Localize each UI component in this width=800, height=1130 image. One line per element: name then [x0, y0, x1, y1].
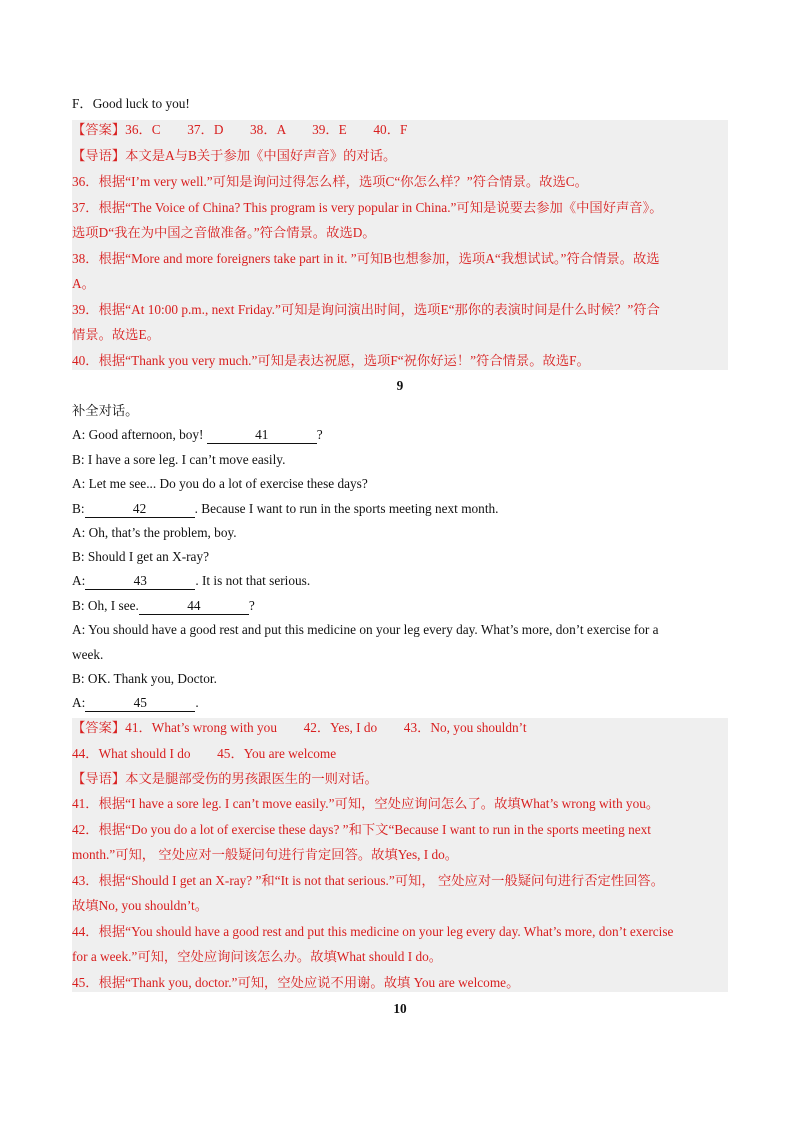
- answer-line: 【答案】36．C 37．D 38．A 39．E 40．F: [72, 122, 408, 137]
- blank-43[interactable]: 43: [85, 573, 195, 590]
- explanation-37b: 选项D“我在为中国之音做准备。”符合情景。故选D。: [72, 225, 376, 240]
- dialogue-line-9b: week.: [72, 647, 104, 662]
- page-number: 10: [393, 1001, 407, 1016]
- answer-line-2: 44．What should I do 45．You are welcome: [72, 746, 337, 761]
- dialogue-line-1: [72, 425, 728, 445]
- dialogue-text: A:: [72, 573, 86, 588]
- explanation-42b: month.”可知， 空处应对一般疑问句进行肯定回答。故填Yes, I do。: [72, 847, 459, 862]
- guide-line: 【导语】本文是A与B关于参加《中国好声音》的对话。: [72, 148, 397, 163]
- answer-line-1: 【答案】41．What’s wrong with you 42．Yes, I do 43．No, you shouldn’t: [72, 720, 527, 735]
- explanation-43a: 43．根据“Should I get an X-ray? ”和“It is not that serious.”可知， 空处应对一般疑问句进行否定性回答。: [72, 873, 665, 888]
- explanation-45: 45．根据“Thank you, doctor.”可知，空处应说不用谢。故填 You are welcome。: [72, 975, 520, 990]
- dialogue-text: .: [195, 695, 199, 710]
- explanation-41: 41．根据“I have a sore leg. I can’t move easily.”可知，空处应询问怎么了。故填What’s wrong with you。: [72, 796, 660, 811]
- instruction: 补全对话。: [72, 403, 139, 418]
- dialogue-line-9a: A: You should have a good rest and put this medicine on your leg every day. What’s more, don’t exercise for a: [72, 622, 659, 637]
- explanation-39b: 情景。故选E。: [72, 327, 160, 342]
- dialogue-line-4: [72, 499, 728, 519]
- dialogue-text: . It is not that serious.: [195, 573, 311, 588]
- explanation-44a: 44．根据“You should have a good rest and put this medicine on your leg every day. What’s more, don’t exercise: [72, 924, 674, 939]
- dialogue-text: ?: [316, 427, 323, 442]
- dialogue-line-5: A: Oh, that’s the problem, boy.: [72, 525, 237, 540]
- explanation-39a: 39．根据“At 10:00 p.m., next Friday.”可知是询问演出时间，选项E“那你的表演时间是什么时候？”符合: [72, 302, 660, 317]
- dialogue-text: ?: [248, 598, 255, 613]
- explanation-40: 40．根据“Thank you very much.”可知是表达祝愿，选项F“祝你好运！”符合情景。故选F。: [72, 353, 590, 368]
- dialogue-text: A:: [72, 695, 86, 710]
- explanation-38b: A。: [72, 276, 95, 291]
- dialogue-line-10: B: OK. Thank you, Doctor.: [72, 671, 217, 686]
- blank-44[interactable]: 44: [139, 598, 249, 615]
- dialogue-text: . Because I want to run in the sports meeting next month.: [194, 501, 499, 516]
- dialogue-text: A: Good afternoon, boy!: [72, 427, 207, 442]
- explanation-38a: 38．根据“More and more foreigners take part in it. ”可知B也想参加，选项A“我想试试。”符合情景。故选: [72, 251, 660, 266]
- dialogue-text: B:: [72, 501, 85, 516]
- explanation-37a: 37．根据“The Voice of China? This program is very popular in China.”可知是说要去参加《中国好声音》。: [72, 200, 663, 215]
- page-number: 9: [396, 378, 404, 393]
- dialogue-line-3: A: Let me see... Do you do a lot of exercise these days?: [72, 476, 368, 491]
- dialogue-line-6: B: Should I get an X-ray?: [72, 549, 210, 564]
- dialogue-line-2: B: I have a sore leg. I can’t move easily.: [72, 452, 286, 467]
- explanation-36: 36．根据“I’m very well.”可知是询问过得怎么样，选项C“你怎么样？”符合情景。故选C。: [72, 174, 588, 189]
- dialogue-line-8: [72, 596, 728, 616]
- guide-line: 【导语】本文是腿部受伤的男孩跟医生的一则对话。: [72, 771, 378, 786]
- explanation-42a: 42．根据“Do you do a lot of exercise these days? ”和下文“Because I want to run in the sports meeting next: [72, 822, 651, 837]
- dialogue-line-11: [72, 693, 728, 713]
- option-f: F．Good luck to you!: [72, 96, 190, 111]
- dialogue-line-7: [72, 571, 728, 591]
- dialogue-text: B: Oh, I see.: [72, 598, 139, 613]
- explanation-43b: 故填No, you shouldn’t。: [72, 898, 209, 913]
- blank-41[interactable]: 41: [207, 427, 317, 444]
- blank-45[interactable]: 45: [85, 695, 195, 712]
- explanation-44b: for a week.”可知，空处应询问该怎么办。故填What should I do。: [72, 949, 443, 964]
- blank-42[interactable]: 42: [85, 501, 195, 518]
